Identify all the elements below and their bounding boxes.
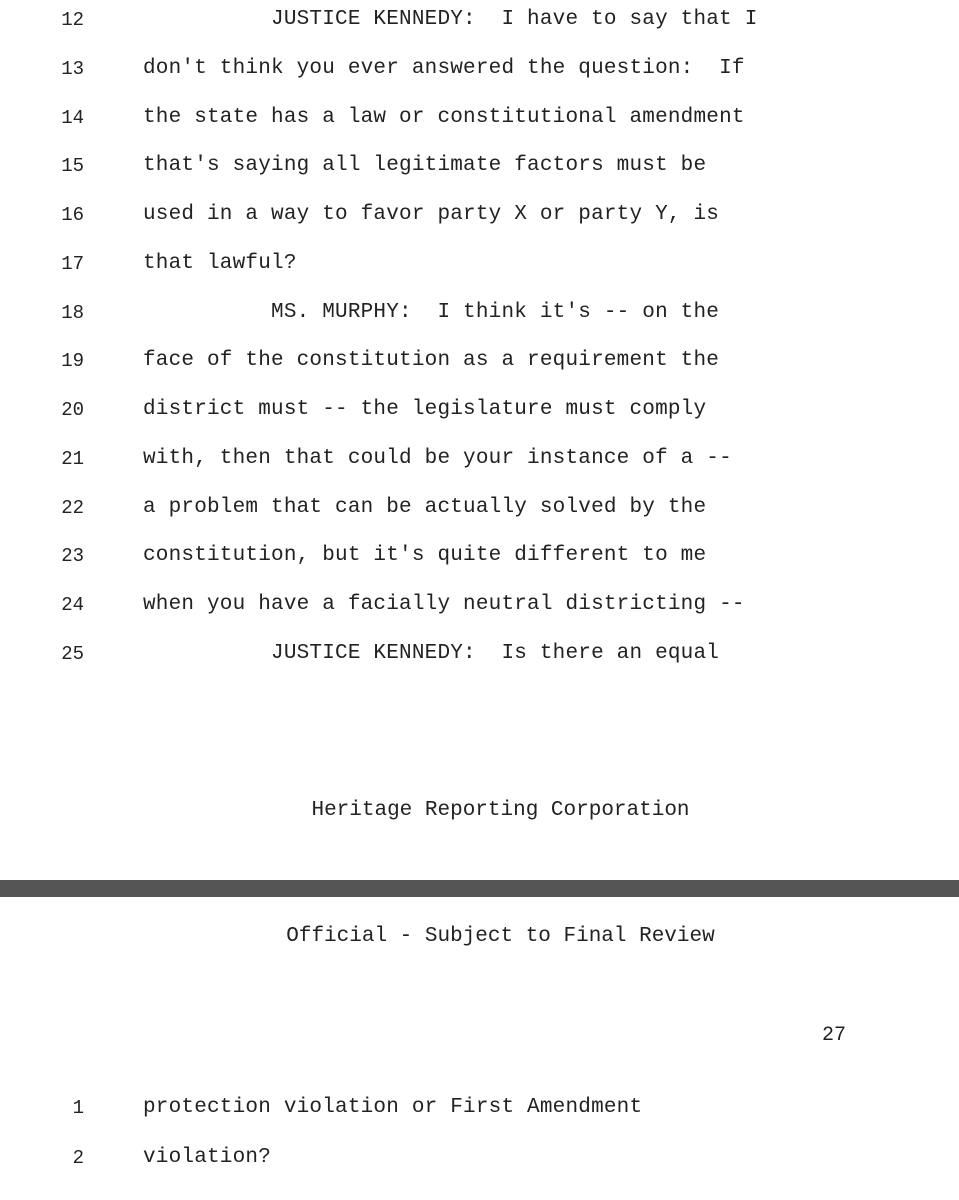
transcript-line <box>0 1093 959 1123</box>
line-number: 21 <box>61 448 84 470</box>
transcript-line <box>0 493 959 523</box>
line-text: with, then that could be your instance of a -- <box>143 447 732 470</box>
line-text: used in a way to favor party X or party Y, is <box>143 203 720 226</box>
page-divider <box>0 880 959 897</box>
line-number: 14 <box>61 107 84 129</box>
transcript-line <box>0 444 959 474</box>
page-header: Official - Subject to Final Review <box>286 925 715 948</box>
line-text: protection violation or First Amendment <box>143 1096 643 1119</box>
transcript-line <box>0 5 959 35</box>
line-number: 17 <box>61 253 84 275</box>
page-number: 27 <box>821 1024 846 1047</box>
line-text: that's saying all legitimate factors must be <box>143 154 707 177</box>
line-text: district must -- the legislature must comply <box>143 398 707 421</box>
line-text: violation? <box>143 1146 272 1169</box>
page-footer: Heritage Reporting Corporation <box>311 799 690 822</box>
line-text: JUSTICE KENNEDY: I have to say that I <box>143 8 758 31</box>
transcript-line <box>0 395 959 425</box>
line-number: 1 <box>72 1097 84 1119</box>
line-number: 13 <box>61 58 84 80</box>
line-number: 19 <box>61 350 84 372</box>
transcript-line <box>0 639 959 669</box>
transcript-line <box>0 298 959 328</box>
line-text: constitution, but it's quite different to me <box>143 544 707 567</box>
line-text: JUSTICE KENNEDY: Is there an equal <box>143 642 720 665</box>
transcript-line <box>0 541 959 571</box>
line-text: when you have a facially neutral districting -- <box>143 593 745 616</box>
transcript-line <box>0 346 959 376</box>
line-text: MS. MURPHY: I think it's -- on the <box>143 301 720 324</box>
line-number: 23 <box>61 545 84 567</box>
line-number: 20 <box>61 399 84 421</box>
transcript-line <box>0 54 959 84</box>
line-number: 24 <box>61 594 84 616</box>
line-number: 25 <box>61 643 84 665</box>
transcript-line <box>0 200 959 230</box>
line-number: 2 <box>72 1147 84 1169</box>
line-text: don't think you ever answered the question: If <box>143 57 745 80</box>
transcript-page-bottom <box>0 897 959 1200</box>
transcript-line <box>0 249 959 279</box>
line-text: a problem that can be actually solved by the <box>143 496 707 519</box>
line-number: 22 <box>61 497 84 519</box>
transcript-line <box>0 1143 959 1173</box>
line-number: 12 <box>61 9 84 31</box>
transcript-line <box>0 590 959 620</box>
line-text: the state has a law or constitutional amendment <box>143 106 745 129</box>
line-number: 15 <box>61 155 84 177</box>
line-number: 18 <box>61 302 84 324</box>
transcript-line <box>0 103 959 133</box>
transcript-line <box>0 151 959 181</box>
line-text: face of the constitution as a requirement the <box>143 349 720 372</box>
line-number: 16 <box>61 204 84 226</box>
line-text: that lawful? <box>143 252 297 275</box>
